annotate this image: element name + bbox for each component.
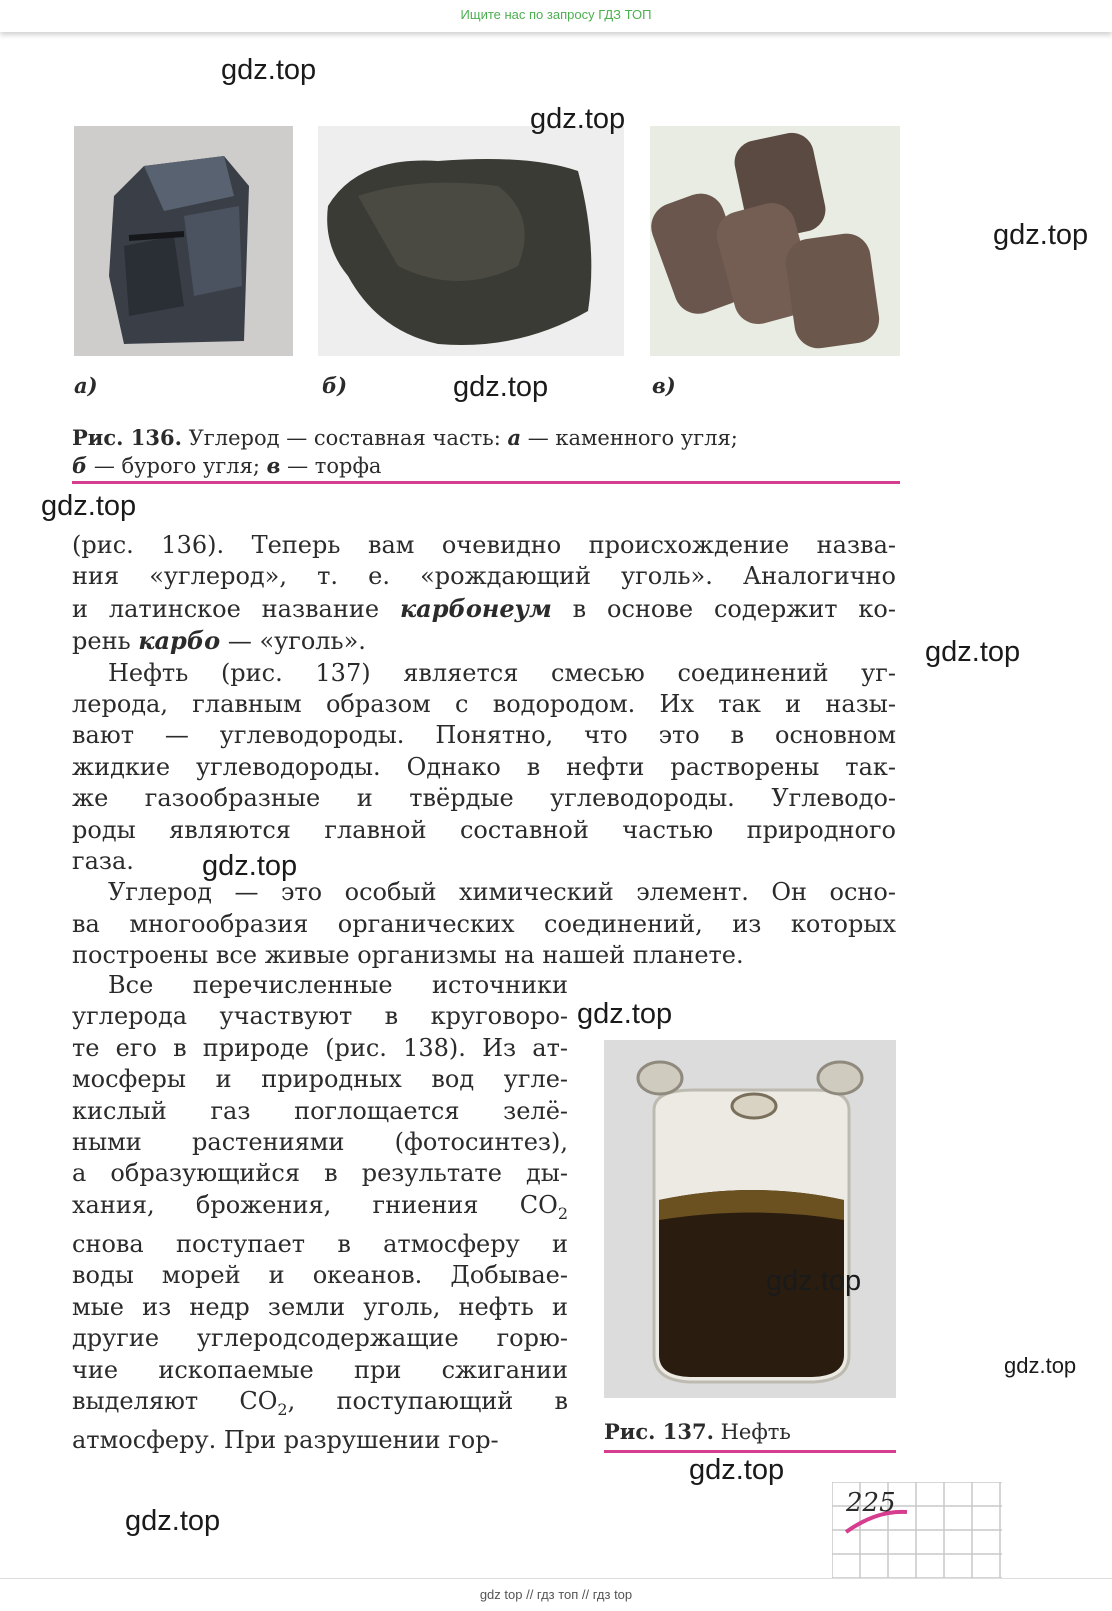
text-line: рень карбо — «уголь». bbox=[72, 626, 366, 656]
text-line: ными растениями (фотосинтез), bbox=[72, 1128, 568, 1157]
label-a: а) bbox=[74, 373, 98, 398]
figure-136-caption: Рис. 136. Углерод — составная часть: а — каменного угля; б — бурого угля; в — торфа bbox=[72, 425, 738, 478]
text-line: и латинское название карбонеум в основе содержит ко- bbox=[72, 593, 896, 623]
text-line: Нефть (рис. 137) является смесью соединений уг- bbox=[108, 658, 896, 687]
watermark: gdz.top bbox=[221, 54, 317, 86]
main-text-block bbox=[72, 530, 896, 972]
caption-137-rule bbox=[604, 1450, 896, 1453]
watermark: gdz.top bbox=[993, 219, 1089, 251]
page-number: 225 bbox=[846, 1488, 896, 1518]
text-line: мосферы и природных вод угле- bbox=[72, 1065, 568, 1094]
caption-rule bbox=[72, 481, 900, 484]
text-line: ния «углерод», т. е. «рождающий уголь». Аналогично bbox=[72, 562, 896, 591]
text-line: снова поступает в атмосферу и bbox=[72, 1230, 568, 1259]
label-c: в) bbox=[652, 373, 676, 398]
text-line: Все перечисленные источники bbox=[108, 971, 568, 999]
watermark: gdz.top bbox=[1004, 1353, 1077, 1378]
text-line: газа. bbox=[72, 847, 134, 876]
text-line: хания, брожения, гниения $CO_2$ bbox=[72, 1190, 568, 1223]
brown-coal-image bbox=[318, 126, 624, 356]
oil-jar-image bbox=[604, 1040, 896, 1398]
text-line: лерода, главным образом с водородом. Их так и назы- bbox=[72, 690, 896, 719]
page-number-area bbox=[832, 1482, 1002, 1582]
text-line: выделяют $CO_2$, поступающий в bbox=[72, 1387, 568, 1419]
watermark: gdz.top bbox=[925, 636, 1021, 668]
bottom-bar[interactable]: gdz top // гдз топ // гдз top bbox=[0, 1578, 1112, 1611]
text-line: вают — углеводороды. Понятно, что это в основном bbox=[72, 721, 896, 750]
watermark: gdz.top bbox=[689, 1454, 785, 1486]
coal-image bbox=[74, 126, 293, 356]
text-line: атмосферу. При разрушении гор- bbox=[72, 1426, 499, 1455]
watermark: gdz.top bbox=[577, 998, 673, 1030]
text-line: кислый газ поглощается зелё- bbox=[72, 1096, 568, 1125]
watermark: gdz.top bbox=[530, 103, 626, 135]
text-line: мые из недр земли уголь, нефть и bbox=[72, 1292, 568, 1321]
top-banner[interactable]: Ищите нас по запросу ГДЗ ТОП bbox=[0, 0, 1112, 32]
text-line: ва многообразия органических соединений, из которых bbox=[72, 909, 896, 938]
text-line: воды морей и океанов. Добывае- bbox=[72, 1261, 568, 1290]
watermark: gdz.top bbox=[453, 371, 549, 403]
text-line: углерода участвуют в круговоро- bbox=[72, 1002, 568, 1031]
text-line: чие ископаемые при сжигании bbox=[72, 1355, 568, 1384]
watermark: gdz.top bbox=[41, 490, 137, 522]
watermark: gdz.top bbox=[766, 1265, 862, 1297]
text-line: а образующийся в результате ды- bbox=[72, 1159, 568, 1188]
text-line: другие углеродсодержащие горю- bbox=[72, 1324, 568, 1353]
watermark: gdz.top bbox=[125, 1505, 221, 1537]
photo-brown-coal bbox=[318, 126, 624, 356]
text-line: (рис. 136). Теперь вам очевидно происхождение назва- bbox=[72, 531, 896, 559]
side-text-block bbox=[72, 970, 568, 1457]
text-line: жидкие углеводороды. Однако в нефти растворены так- bbox=[72, 752, 896, 781]
text-line: Углерод — это особый химический элемент. Он осно- bbox=[108, 878, 896, 907]
photo-oil bbox=[604, 1040, 896, 1398]
text-line: те его в природе (рис. 138). Из ат- bbox=[72, 1033, 568, 1062]
photo-peat bbox=[650, 126, 900, 356]
photo-coal bbox=[74, 126, 293, 356]
watermark: gdz.top bbox=[202, 850, 298, 882]
peat-image bbox=[650, 126, 900, 356]
label-b: б) bbox=[322, 373, 348, 398]
text-line: же газообразные и твёрдые углеводороды. Углеводо- bbox=[72, 784, 896, 813]
text-line: роды являются главной составной частью природного bbox=[72, 815, 896, 844]
text-line: построены все живые организмы на нашей планете. bbox=[72, 941, 744, 970]
figure-137-caption: Рис. 137. Нефть bbox=[604, 1419, 791, 1444]
